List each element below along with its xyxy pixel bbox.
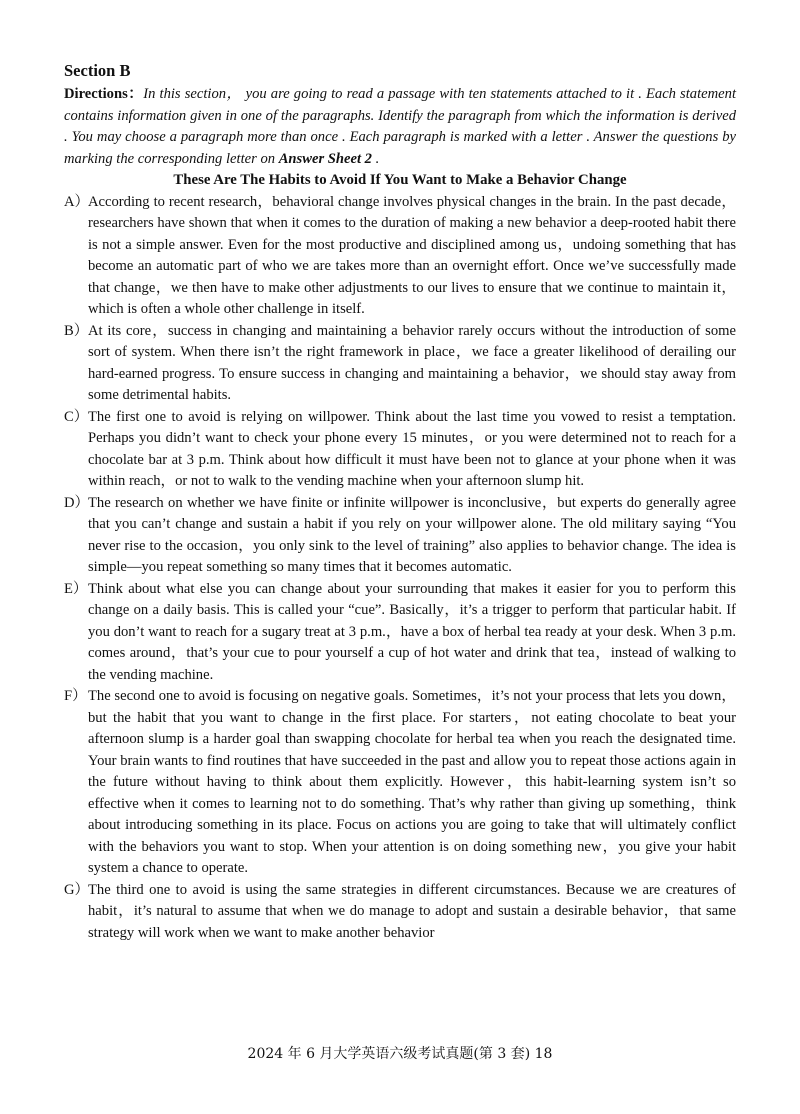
paragraph-letter: D）	[64, 494, 90, 511]
paragraph-text: According to recent research，behavioral change involves physical changes in the brain. In the past decade，researchers have shown that when it comes to the duration of making a new behavior a deep-rooted habit there is not a simple answer. Even for the most productive and disciplined among us，undoing something that has become an automatic part of who we are takes more than an overnight effort. Once we’ve successfully made that change，we then have to make other adjustments to our lives to ensure that we continue to maintain it，which is often a whole other challenge in itself.	[88, 193, 736, 317]
paragraph-text: The third one to avoid is using the same strategies in different circumstances. Because we are creatures of habit，it’s natural to assume that when we do manage to adopt and sustain a desirable behavior，that same strategy will work when we want to make another behavior	[88, 881, 736, 941]
paragraph-b	[64, 321, 736, 407]
paragraph-text: The first one to avoid is relying on willpower. Think about the last time you vowed to resist a temptation. Perhaps you didn’t want to check your phone every 15 minutes，or you were determined not to reach for a chocolate bar at 3 p.m. Think about how difficult it must have been not to glance at your phone when it was within reach，or not to walk to the vending machine when your afternoon slump hit.	[88, 408, 736, 489]
paragraph-text: The research on whether we have finite or infinite willpower is inconclusive，but experts do generally agree that you can’t change and sustain a habit if you rely on your willpower alone. The old military saying “You never rise to the occasion，you only sink to the level of training” also applies to behavior change. The idea is simple—you repeat something so many times that it becomes automatic.	[88, 494, 736, 575]
directions-end: .	[371, 150, 380, 167]
paragraph-letter: C）	[64, 408, 89, 425]
paragraph-g	[64, 880, 736, 945]
paragraph-text: At its core，success in changing and maintaining a behavior rarely occurs without the introduction of some sort of system. When there isn’t the right framework in place，we face a greater likelihood of derailing our hard-earned progress. To ensure success in changing and maintaining a behavior，we should stay away from some detrimental habits.	[88, 322, 736, 403]
directions-text: In this section， you are going to read a passage with ten statements attached to it . Each statement contains information given in one of the paragraphs. Identify the paragraph from which the information is derived . You may choose a paragraph more than once . Each paragraph is marked with a letter . Answer the questions by marking the corresponding letter on	[64, 86, 736, 167]
paragraph-letter: G）	[64, 881, 90, 898]
paragraph-d	[64, 493, 736, 579]
paragraph-a	[64, 192, 736, 321]
paragraph-e	[64, 579, 736, 687]
paragraph-letter: F）	[64, 688, 87, 704]
passage-title: These Are The Habits to Avoid If You Want to Make a Behavior Change	[173, 172, 627, 188]
paragraph-text: The second one to avoid is focusing on negative goals. Sometimes，it’s not your process that lets you down，but the habit that you want to change in the first place. For starters，not eating chocolate to beat your afternoon slump is a harder goal than swapping chocolate for herbal tea when you reach the designated time. Your brain wants to find routines that have succeeded in the past and allow you to repeat those actions again in the future without having to think about them explicitly. However，this habit-learning system isn’t so effective when it comes to learning not to do something. That’s why rather than giving up something，think about introducing something in its place. Focus on actions you are going to take that will ultimately conflict with the behaviors you want to stop. When your attention is on doing something new，you give your habit system a chance to operate.	[88, 688, 736, 876]
paragraph-f	[64, 686, 736, 880]
paragraph-letter: A）	[64, 193, 90, 210]
page-footer: 2024 年 6 月大学英语六级考试真题(第 3 套) 18	[247, 1046, 553, 1062]
answer-sheet-ref: Answer Sheet 2	[278, 150, 372, 167]
directions	[64, 84, 736, 170]
directions-label: Directions：	[64, 86, 144, 102]
paragraph-letter: B）	[64, 322, 89, 339]
section-heading: Section B	[64, 61, 131, 80]
paragraph-text: Think about what else you can change about your surrounding that makes it easier for you to perform this change on a daily basis. This is called your “cue”. Basically，it’s a trigger to perform that particular habit. If you don’t want to reach for a sugary treat at 3 p.m.，have a box of herbal tea ready at your desk. When 3 p.m. comes around，that’s your cue to pour yourself a cup of hot water and drink that tea，instead of walking to the vending machine.	[88, 580, 736, 683]
paragraph-letter: E）	[64, 580, 88, 597]
paragraph-c	[64, 407, 736, 493]
